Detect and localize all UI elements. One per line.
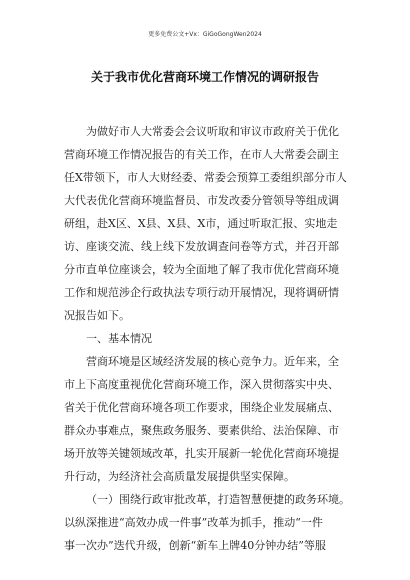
text-line: 事一次办”迭代升级，创新“新车上牌40分钟办结”等服	[64, 539, 326, 552]
text-line: 营商环境工作情况报告的有关工作，在市人大常委会副主	[64, 148, 339, 161]
header-note: 更多免费公文+Vx：GiGoGongWen2024	[148, 31, 262, 38]
text-line: 以纵深推进“高效办成一件事”改革为抓手，推动“一件	[64, 516, 323, 529]
text-line: 升行动，为经济社会高质量发展提供坚实保障。	[64, 470, 295, 483]
text-line: 况报告如下。	[64, 309, 130, 322]
text-line: 任X带领下，市人大财经委、常委会预算工委组织部分市人	[64, 171, 347, 184]
paragraph-overview	[64, 350, 350, 488]
document-title: 关于我市优化营商环境工作情况的调研报告	[90, 70, 319, 84]
text-line: 群众办事难点，聚焦政务服务、要素供给、法治保障、市	[64, 424, 339, 437]
text-line: 研组，赴X区、X县、X县、X市，通过听取汇报、实地走	[64, 217, 338, 230]
paragraph-intro	[64, 120, 350, 327]
text-line: 分市直单位座谈会，较为全面地了解了我市优化营商环境	[64, 263, 339, 276]
text-line: 大代表优化营商环境监督员、市发改委分管领导等组成调	[64, 194, 339, 207]
text-line: 营商环境是区域经济发展的核心竞争力。近年来，全	[86, 355, 339, 368]
text-line: 为做好市人大常委会会议听取和审议市政府关于优化	[86, 125, 339, 138]
text-line: （一）围绕行政审批改革，打造智慧便捷的政务环境。	[86, 493, 350, 506]
text-line: 市上下高度重视优化营商环境工作，深入贯彻落实中央、	[64, 378, 339, 391]
text-line: 访、座谈交流、线上线下发放调查问卷等方式，并召开部	[64, 240, 339, 253]
paragraph-subsection-1	[64, 488, 350, 557]
text-line: 省关于优化营商环境各项工作要求，围绕企业发展痛点、	[64, 401, 339, 414]
text-line: 场开放等关键领域改革，扎实开展新一轮优化营商环境提	[64, 447, 339, 460]
document-body	[64, 120, 350, 557]
text-line: 工作和规范涉企行政执法专项行动开展情况，现将调研情	[64, 286, 339, 299]
section-heading-text: 一、基本情况	[86, 332, 152, 345]
section-heading	[64, 327, 350, 350]
